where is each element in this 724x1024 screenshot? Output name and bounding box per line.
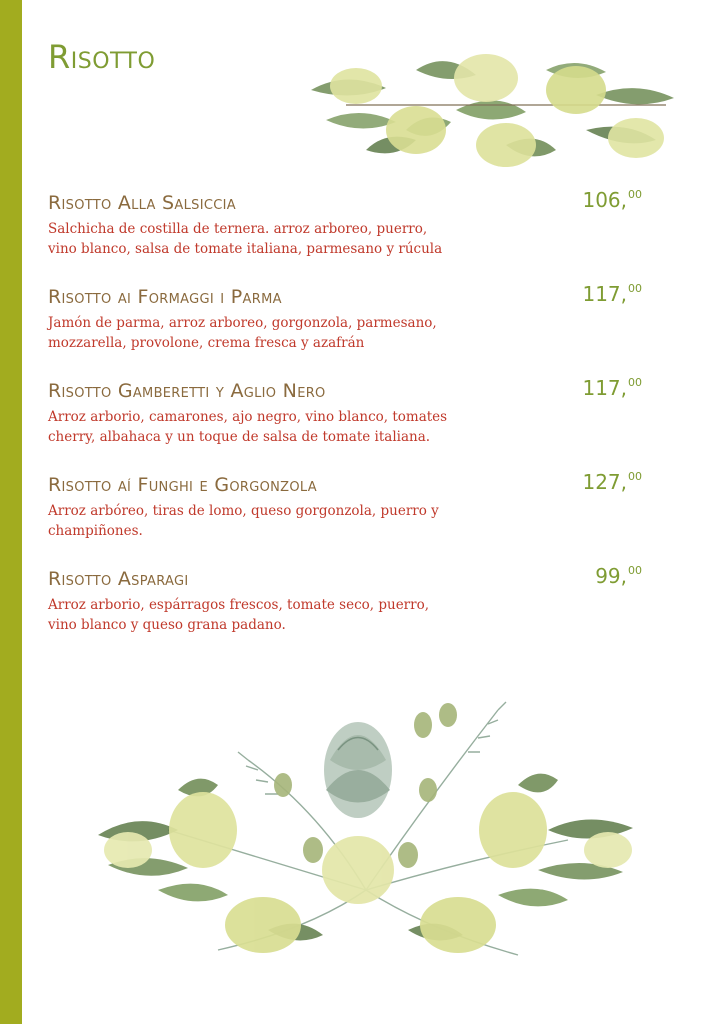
menu-item-formaggi-parma bbox=[48, 284, 644, 378]
item-description: Arroz arborio, camarones, ajo negro, vino blanco, tomates cherry, albahaca y un toque de salsa de tomate italiana. bbox=[48, 409, 448, 445]
price-cents: 00 bbox=[628, 564, 642, 577]
item-name: Risotto ai Formaggi i Parma bbox=[48, 286, 282, 308]
item-description: Jamón de parma, arroz arboreo, gorgonzola, parmesano, mozzarella, provolone, crema fresca y azafrán bbox=[48, 315, 437, 351]
price-cents: 00 bbox=[628, 282, 642, 295]
item-name: Risotto Alla Salsiccia bbox=[48, 192, 236, 214]
price-cents: 00 bbox=[628, 376, 642, 389]
item-description: Arroz arbóreo, tiras de lomo, queso gorgonzola, puerro y champiñones. bbox=[48, 503, 439, 539]
menu-item-asparagi bbox=[48, 566, 644, 660]
lemon-leaves-illustration bbox=[306, 50, 686, 180]
price-cents: 00 bbox=[628, 188, 642, 201]
item-price bbox=[582, 188, 642, 212]
menu-item-salsiccia bbox=[48, 190, 644, 284]
price-main: 127, bbox=[582, 470, 627, 494]
item-price bbox=[582, 470, 642, 494]
item-price bbox=[595, 564, 642, 588]
item-description: Salchicha de costilla de ternera. arroz arboreo, puerro, vino blanco, salsa de tomate italiana, parmesano y rúcula bbox=[48, 221, 443, 257]
price-main: 117, bbox=[582, 282, 627, 306]
side-accent-bar bbox=[0, 0, 22, 1024]
page-title: Risotto bbox=[48, 38, 156, 76]
item-name: Risotto Asparagi bbox=[48, 568, 189, 590]
artichoke-lemon-bouquet-illustration bbox=[68, 690, 664, 980]
menu-item-funghi bbox=[48, 472, 644, 566]
price-main: 99, bbox=[595, 564, 627, 588]
item-name: Risotto aí Funghi e Gorgonzola bbox=[48, 474, 317, 496]
price-cents: 00 bbox=[628, 470, 642, 483]
menu-list bbox=[48, 190, 644, 660]
menu-item-gamberetti bbox=[48, 378, 644, 472]
item-name: Risotto Gamberetti y Aglio Nero bbox=[48, 380, 326, 402]
item-price bbox=[582, 282, 642, 306]
item-price bbox=[582, 376, 642, 400]
price-main: 106, bbox=[582, 188, 627, 212]
item-description: Arroz arborio, espárragos frescos, tomate seco, puerro, vino blanco y queso grana padano. bbox=[48, 597, 430, 633]
price-main: 117, bbox=[582, 376, 627, 400]
